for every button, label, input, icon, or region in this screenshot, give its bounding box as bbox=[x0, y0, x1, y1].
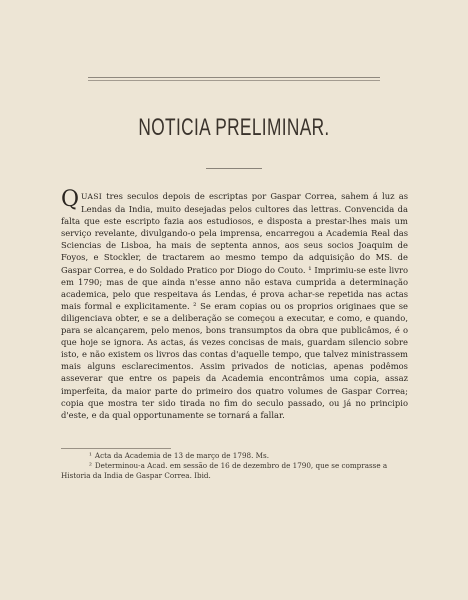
footnotes bbox=[61, 451, 411, 481]
footnote-marker: ¹ bbox=[89, 451, 92, 460]
footnote-separator bbox=[61, 448, 171, 449]
footnote bbox=[61, 451, 411, 461]
page-title: NOTICIA PRELIMINAR. bbox=[138, 114, 330, 141]
header-rule-double bbox=[88, 80, 380, 81]
main-paragraph bbox=[61, 187, 408, 421]
paragraph-text: tres seculos depois de escriptas por Gaspar Correa, sahem á luz as Lendas da India, muito desejadas pelos cultores das lettras. Convencida da falta que este escripto fazia aos estudiosos, e disposta a prestar-lhes mais um serviço revelante, divulgando-o pela imprensa, encarregou a Academia Real das Sciencias de Lisboa, ha mais de septenta annos, aos seus socios Joaquim de Foyos, e Stockler, de tractarem ao mesmo tempo da adquisição do MS. de Gaspar Correa, e do Soldado Pratico por Diogo do Couto. ¹ Imprimiu-se este livro em 1790; mas de que ainda n'esse anno não estava cumprida a determinação academica, pelo que respeitava ás Lendas, é prova achar-se repetida nas actas mais formal e explicitamente. ² Se eram copias ou os proprios originaes que se diligenciava obter, e se a deliberação se começou a executar, e como, e quando, para se alcançarem, pelo menos, bons transumptos da obra que publicâmos, é o que hoje se ignora. As actas, ás vezes concisas de mais, guardam silencio sobre isto, e não existem os livros das contas d'aquelle tempo, que talvez ministrassem mais alguns esclarecimentos. Assim privados de noticias, apenas podêmos asseverar que entre os papeis da Academia encontrâmos uma copia, assaz imperfeita, da maior parte do primeiro dos quatro volumes de Gaspar Correa; copia que mostra ter sido tirada no fim do seculo passado, ou já no principio d'este, e da qual opportunamente se tornará a fallar. bbox=[61, 191, 408, 420]
drop-cap: Q bbox=[61, 187, 80, 212]
footnote bbox=[61, 461, 411, 481]
title-ornament-rule bbox=[206, 168, 262, 169]
footnote-marker: ² bbox=[89, 461, 92, 470]
header-rule bbox=[88, 77, 380, 78]
footnote-text: Acta da Academia de 13 de março de 1798. Ms. bbox=[94, 451, 269, 460]
footnote-text: Determinou-a Acad. em sessão de 16 de dezembro de 1790, que se comprasse a Historia da India de Gaspar Correa. Ibid. bbox=[61, 461, 388, 480]
lead-word: UASI bbox=[81, 192, 103, 201]
